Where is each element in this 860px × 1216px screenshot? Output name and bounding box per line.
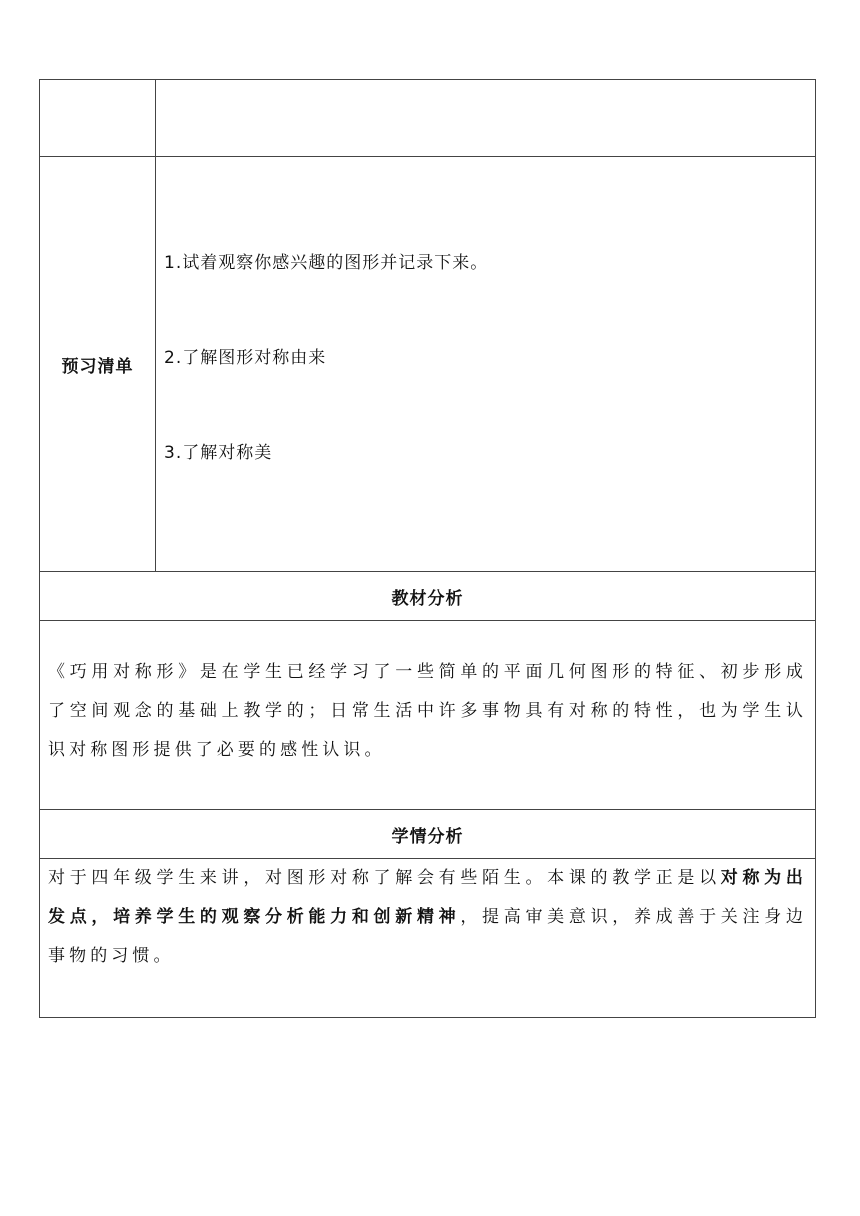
preview-item-3: 3.了解对称美: [164, 442, 273, 463]
student-analysis-text-bold: 对称为出发点，培养学生的观察分析能力和创新精神: [48, 868, 807, 927]
preview-item-1: 1.试着观察你感兴趣的图形并记录下来。: [164, 252, 489, 273]
student-analysis-body-row: [40, 859, 816, 1018]
textbook-analysis-text: 《巧用对称形》是在学生已经学习了一些简单的平面几何图形的特征、初步形成了空间观念的基础上教学的；日常生活中许多事物具有对称的特性，也为学生认识对称图形提供了必要的感性认识。: [48, 661, 807, 760]
student-analysis-text-after: ，提高审美意识，养成善于关注身边事物的习惯。: [48, 907, 807, 966]
textbook-analysis-body-cell: [40, 621, 816, 810]
preview-row: [40, 157, 816, 572]
empty-label-cell: [40, 80, 156, 157]
preview-item-2: 2.了解图形对称由来: [164, 347, 327, 368]
lesson-plan-table: [39, 79, 816, 1018]
textbook-analysis-heading-row: [40, 572, 816, 621]
student-analysis-heading-row: [40, 810, 816, 859]
preview-label: 预习清单: [40, 157, 156, 572]
empty-content-cell: [156, 80, 816, 157]
textbook-analysis-body-row: [40, 621, 816, 810]
student-analysis-heading: 学情分析: [40, 810, 816, 859]
textbook-analysis-heading: 教材分析: [40, 572, 816, 621]
preview-list: [156, 248, 815, 463]
student-analysis-body-cell: [40, 859, 816, 1018]
empty-row: [40, 80, 816, 157]
student-analysis-text: [40, 859, 815, 976]
student-analysis-text-before: 对于四年级学生来讲，对图形对称了解会有些陌生。本课的教学正是以: [48, 868, 721, 888]
preview-content-cell: [156, 157, 816, 572]
